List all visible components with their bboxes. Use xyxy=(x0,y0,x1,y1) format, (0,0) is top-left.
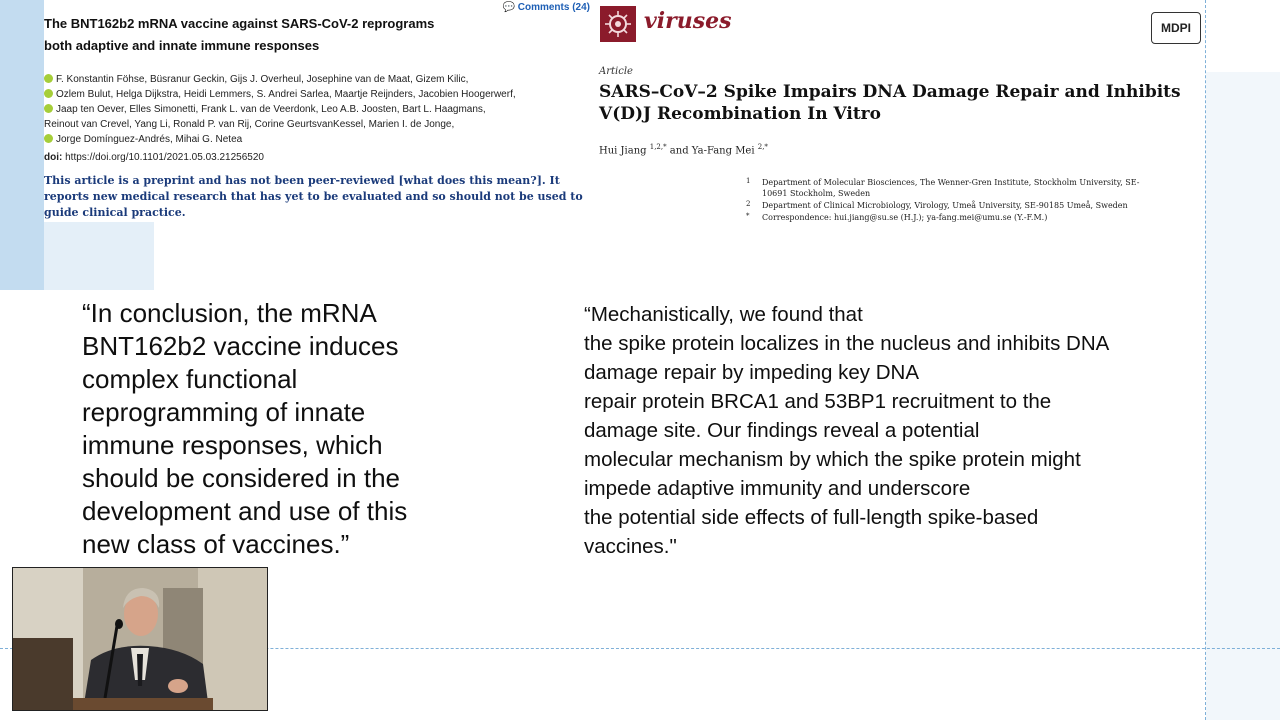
article-authors xyxy=(599,143,768,156)
doi-label: doi: xyxy=(44,152,63,163)
article-title-line: SARS–CoV–2 Spike Impairs DNA Damage Repair and Inhibits xyxy=(599,82,1181,102)
quote-line: complex functional xyxy=(82,364,298,394)
author-affil-marker: 2,* xyxy=(757,143,768,151)
quote-line: reprogramming of innate xyxy=(82,397,366,427)
author-line: F. Konstantin Föhse, Büsranur Geckin, Gijs J. Overheul, Josephine van de Maat, Gizem Kilic, xyxy=(44,72,584,87)
article-title-line: V(D)J Recombination In Vitro xyxy=(599,104,881,124)
comments-link[interactable] xyxy=(503,2,590,13)
paper-title-line: The BNT162b2 mRNA vaccine against SARS-CoV-2 reprograms xyxy=(44,16,435,31)
author-affil-marker: 1,2,* xyxy=(649,143,667,151)
quote-line: immune responses, which xyxy=(82,430,383,460)
affiliation-item xyxy=(746,212,1146,223)
affiliation-text: Correspondence: hui.jiang@su.se (H.J.); ya-fang.mei@umu.se (Y.-F.M.) xyxy=(762,213,1048,222)
quote-line: damage repair by impeding key DNA xyxy=(584,361,919,384)
left-quote xyxy=(82,297,502,561)
preprint-line: reports new medical research that has yet to be evaluated and so should not be used to xyxy=(44,190,583,203)
virus-logo-icon xyxy=(600,6,636,42)
slide-right-border xyxy=(1205,0,1206,720)
affiliation-item xyxy=(746,177,1146,199)
author-name: and Ya-Fang Mei xyxy=(669,145,755,157)
paper-title xyxy=(44,13,484,57)
slide-accent-block xyxy=(0,0,44,290)
quote-line: “In conclusion, the mRNA xyxy=(82,298,377,328)
quote-line: BNT162b2 vaccine induces xyxy=(82,331,399,361)
author-line: Jorge Domínguez-Andrés, Mihai G. Netea xyxy=(44,132,584,147)
journal-name: viruses xyxy=(644,8,732,34)
doi-line xyxy=(44,152,264,163)
comments-link-label: Comments (24) xyxy=(517,2,590,13)
article-title xyxy=(599,81,1199,125)
slide-accent-strip xyxy=(44,222,154,290)
preprint-line: This article is a preprint and has not been peer-reviewed [what does this mean?]. It xyxy=(44,174,560,187)
orcid-icon xyxy=(44,74,53,83)
quote-line: impede adaptive immunity and underscore xyxy=(584,477,971,500)
quote-line: vaccines." xyxy=(584,535,677,558)
affiliation-text: Department of Clinical Microbiology, Virology, Umeå University, SE-90185 Umeå, Sweden xyxy=(762,201,1128,210)
quote-line: damage site. Our findings reveal a potential xyxy=(584,419,980,442)
preprint-line: guide clinical practice. xyxy=(44,206,186,219)
slide-right-band xyxy=(1206,72,1280,720)
quote-line: the spike protein localizes in the nucleus and inhibits DNA xyxy=(584,332,1110,355)
left-paper-screenshot xyxy=(44,0,592,222)
paper-title-line: both adaptive and innate immune responses xyxy=(44,38,320,53)
quote-line: the potential side effects of full-length spike-based xyxy=(584,506,1039,529)
quote-line: repair protein BRCA1 and 53BP1 recruitment to the xyxy=(584,390,1052,413)
speech-bubble-icon: 💬 xyxy=(502,2,515,13)
orcid-icon xyxy=(44,104,53,113)
quote-line: should be considered in the xyxy=(82,463,401,493)
affiliation-text: Department of Molecular Biosciences, The Wenner-Gren Institute, Stockholm University, SE-10691 Stockholm, Sweden xyxy=(762,178,1140,198)
author-list xyxy=(44,72,584,147)
quote-line: “Mechanistically, we found that xyxy=(584,303,863,326)
affiliation-number: 2 xyxy=(746,200,751,208)
orcid-icon xyxy=(44,134,53,143)
orcid-icon xyxy=(44,89,53,98)
publisher-logo: MDPI xyxy=(1151,12,1201,44)
affiliation-item xyxy=(746,200,1146,211)
right-paper-screenshot xyxy=(596,0,1205,290)
quote-line: molecular mechanism by which the spike protein might xyxy=(584,448,1081,471)
preprint-notice xyxy=(44,173,584,221)
affiliation-number: * xyxy=(746,212,750,220)
doi-link[interactable]: https://doi.org/10.1101/2021.05.03.21256520 xyxy=(65,152,264,163)
author-line: Ozlem Bulut, Helga Dijkstra, Heidi Lemmers, S. Andrei Sarlea, Maartje Reijnders, Jacobien Hoogerwerf, xyxy=(44,87,584,102)
affiliation-number: 1 xyxy=(746,177,751,185)
author-line: Jaap ten Oever, Elles Simonetti, Frank L. van de Veerdonk, Leo A.B. Joosten, Bart L. Haagmans, xyxy=(44,102,584,117)
author-line: Reinout van Crevel, Yang Li, Ronald P. van Rij, Corine GeurtsvanKessel, Marien I. de Jonge, xyxy=(44,119,455,130)
quote-line: new class of vaccines.” xyxy=(82,529,350,559)
affiliations xyxy=(746,177,1146,224)
quote-line: development and use of this xyxy=(82,496,408,526)
author-name: Hui Jiang xyxy=(599,145,647,157)
speaker-video-feed xyxy=(12,567,268,711)
article-type: Article xyxy=(599,66,633,77)
right-quote xyxy=(584,300,1204,561)
